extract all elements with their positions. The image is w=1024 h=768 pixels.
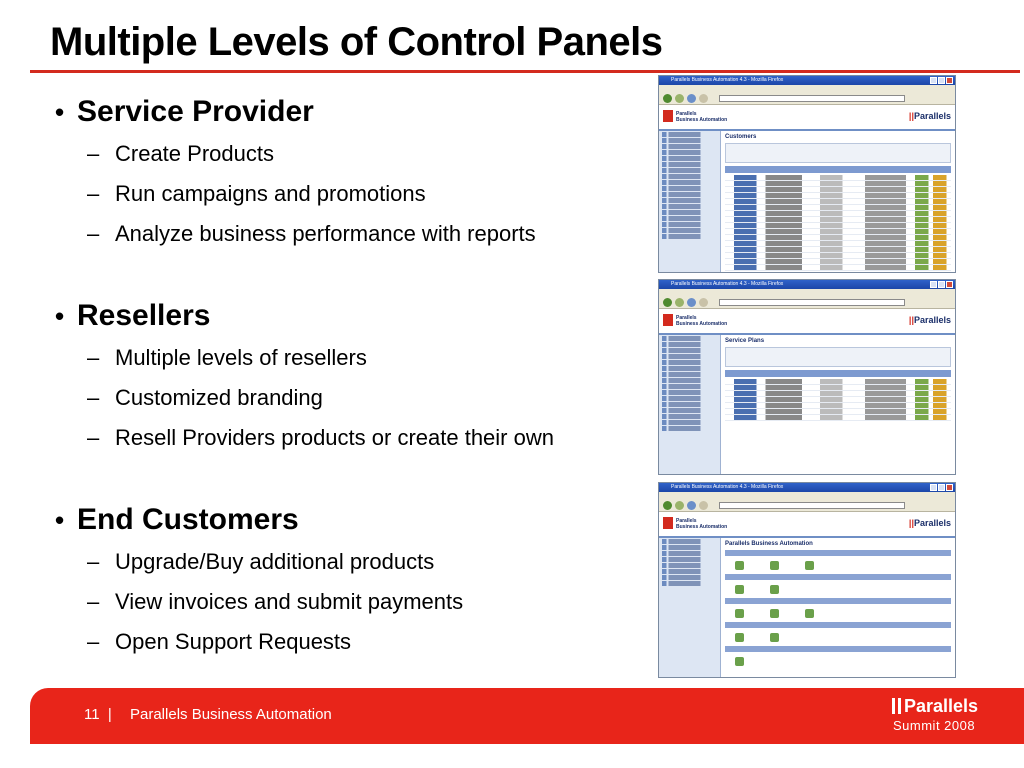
browser-menubar	[659, 85, 955, 92]
section-service-provider	[55, 90, 655, 254]
dash-icon: –	[87, 345, 100, 370]
sub-bullet	[55, 134, 655, 174]
heading-text: Resellers	[77, 299, 211, 332]
brand-line-1: Parallels	[676, 518, 697, 524]
table-header	[725, 370, 951, 377]
brand-name	[676, 518, 727, 530]
icon-row	[725, 606, 951, 620]
main-content	[723, 131, 953, 272]
window-title: Parallels Business Automation 4.3 - Mozilla Firefox	[671, 484, 784, 490]
forward-icon	[675, 501, 684, 510]
brand-line-1: Parallels	[676, 315, 697, 321]
sub-bullet	[55, 622, 655, 662]
forward-icon	[675, 298, 684, 307]
buy-resource-icon	[735, 609, 744, 618]
address-bar	[719, 502, 905, 509]
home-icon	[699, 298, 708, 307]
dash-icon: –	[87, 629, 100, 654]
section-band	[725, 550, 951, 556]
bullet-dot-icon: •	[55, 301, 65, 331]
main-content	[723, 538, 953, 677]
sub-bullet	[55, 338, 655, 378]
app-header	[659, 512, 955, 538]
change-plan-icon	[770, 609, 779, 618]
back-icon	[663, 501, 672, 510]
bullet-heading	[55, 90, 655, 134]
section-band	[725, 646, 951, 652]
window-controls	[930, 281, 953, 288]
reload-icon	[687, 94, 696, 103]
brand-logo-icon	[663, 517, 673, 529]
page-heading: Customers	[725, 134, 757, 140]
screenshot-customer-panel	[658, 482, 956, 678]
screenshot-reseller-panel	[658, 279, 956, 475]
parallels-logo: ||Parallels	[908, 315, 951, 325]
footer-page-info	[84, 706, 112, 723]
sub-bullet-text: Open Support Requests	[115, 629, 352, 654]
section-band	[725, 574, 951, 580]
renew-subscription-icon	[770, 585, 779, 594]
brand-line-2: Business Automation	[676, 321, 728, 327]
window-titlebar	[659, 483, 955, 492]
window-title: Parallels Business Automation 4.3 - Mozilla Firefox	[671, 281, 784, 287]
parallels-bars-icon	[892, 698, 901, 714]
parallels-logo: ||Parallels	[908, 518, 951, 528]
table-row	[725, 415, 951, 421]
bullet-dot-icon: •	[55, 97, 65, 127]
register-icon	[735, 561, 744, 570]
app-header	[659, 105, 955, 131]
window-titlebar	[659, 76, 955, 85]
bullet-heading	[55, 498, 655, 542]
brand-logo-icon	[663, 314, 673, 326]
navigation-tree	[659, 335, 721, 474]
brand-name	[676, 315, 727, 327]
sub-bullet-text: Resell Providers products or create their own	[115, 425, 554, 450]
maximize-icon	[938, 77, 945, 84]
icon-row	[725, 558, 951, 572]
window-controls	[930, 484, 953, 491]
table-header	[725, 166, 951, 173]
icon-row	[725, 654, 951, 668]
sub-bullet-text: Customized branding	[115, 385, 323, 410]
reload-icon	[687, 298, 696, 307]
sub-bullet	[55, 582, 655, 622]
section-band	[725, 622, 951, 628]
brand-name	[676, 111, 727, 123]
close-icon	[946, 281, 953, 288]
transfer-icon	[770, 561, 779, 570]
page-heading: Parallels Business Automation	[725, 541, 813, 547]
sub-bullet-text: Upgrade/Buy additional products	[115, 549, 435, 574]
browser-menubar	[659, 289, 955, 296]
minimize-icon	[930, 281, 937, 288]
maximize-icon	[938, 484, 945, 491]
sub-bullet	[55, 378, 655, 418]
window-title: Parallels Business Automation 4.3 - Mozilla Firefox	[671, 77, 784, 83]
browser-menubar	[659, 492, 955, 499]
logo-text: Parallels	[913, 315, 951, 325]
sub-bullet-text: Run campaigns and promotions	[115, 181, 426, 206]
reload-icon	[687, 501, 696, 510]
footer-text: Parallels Business Automation	[130, 706, 332, 723]
forward-icon	[675, 94, 684, 103]
minimize-icon	[930, 77, 937, 84]
logo-text: Parallels	[913, 111, 951, 121]
home-icon	[699, 94, 708, 103]
page-number: 11	[84, 706, 100, 723]
main-content	[723, 335, 953, 474]
window-titlebar	[659, 280, 955, 289]
navigation-tree	[659, 131, 721, 272]
dash-icon: –	[87, 385, 100, 410]
navigation-menu	[659, 538, 721, 677]
address-bar	[719, 299, 905, 306]
minimize-icon	[930, 484, 937, 491]
bullet-dot-icon: •	[55, 505, 65, 535]
dash-icon: –	[87, 141, 100, 166]
window-controls	[930, 77, 953, 84]
new-user-icon	[735, 657, 744, 666]
logo-text: Parallels	[913, 518, 951, 528]
back-icon	[663, 298, 672, 307]
address-bar	[719, 95, 905, 102]
app-header	[659, 309, 955, 335]
dash-icon: –	[87, 221, 100, 246]
icon-row	[725, 582, 951, 596]
sub-bullet-text: Analyze business performance with reports	[115, 221, 536, 246]
slide-title: Multiple Levels of Control Panels	[50, 20, 663, 64]
sub-bullet	[55, 174, 655, 214]
browser-toolbar	[659, 92, 955, 105]
maximize-icon	[938, 281, 945, 288]
brand-line-2: Business Automation	[676, 524, 728, 530]
sub-bullet-text: View invoices and submit payments	[115, 589, 464, 614]
close-icon	[946, 77, 953, 84]
brand-logo-icon	[663, 110, 673, 122]
search-filter-panel	[725, 143, 951, 163]
footer-logo-subtitle: Summit 2008	[893, 718, 976, 733]
heading-text: End Customers	[77, 503, 299, 536]
back-icon	[663, 94, 672, 103]
sub-bullet	[55, 418, 655, 458]
subscription-icon	[735, 585, 744, 594]
title-divider	[30, 70, 1020, 73]
brand-line-2: Business Automation	[676, 117, 728, 123]
home-icon	[699, 501, 708, 510]
footer-logo-text: Parallels	[904, 696, 979, 716]
footer-logo	[892, 696, 978, 717]
dash-icon: –	[87, 425, 100, 450]
section-resellers	[55, 294, 655, 458]
icon-row	[725, 630, 951, 644]
sub-bullet-text: Multiple levels of resellers	[115, 345, 367, 370]
footer-separator: |	[107, 706, 112, 723]
dash-icon: –	[87, 589, 100, 614]
bullet-heading	[55, 294, 655, 338]
payment-icon	[735, 633, 744, 642]
section-end-customers	[55, 498, 655, 662]
credit-card-icon	[770, 633, 779, 642]
sub-bullet-text: Create Products	[115, 141, 274, 166]
renew-icon	[805, 561, 814, 570]
close-icon	[946, 484, 953, 491]
buy-license-icon	[805, 609, 814, 618]
heading-text: Service Provider	[77, 95, 314, 128]
dash-icon: –	[87, 181, 100, 206]
brand-line-1: Parallels	[676, 111, 697, 117]
parallels-logo: ||Parallels	[908, 111, 951, 121]
sub-bullet	[55, 214, 655, 254]
table-row	[725, 265, 951, 271]
screenshot-provider-panel	[658, 75, 956, 273]
page-heading: Service Plans	[725, 338, 765, 344]
browser-toolbar	[659, 296, 955, 309]
sub-bullet	[55, 542, 655, 582]
browser-toolbar	[659, 499, 955, 512]
dash-icon: –	[87, 549, 100, 574]
section-band	[725, 598, 951, 604]
search-filter-panel	[725, 347, 951, 367]
